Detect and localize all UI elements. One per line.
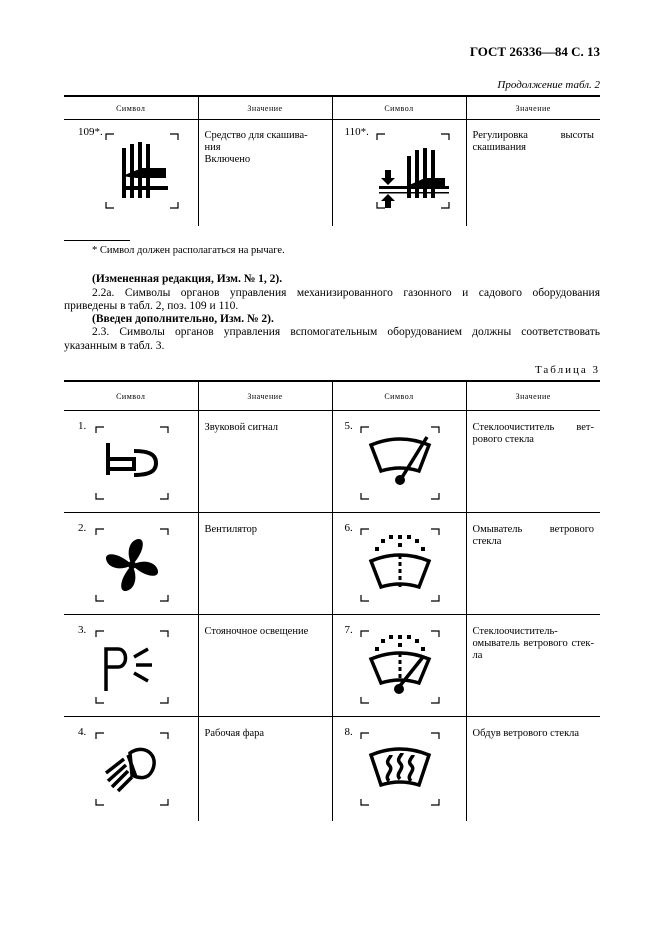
column-header: Значение [198,381,332,411]
paragraph-text: 2.3. Символы органов управления вспомогательным оборудованием должны соответствовать [92,326,600,338]
wiper-icon [357,423,443,503]
column-header: Символ [64,96,198,120]
amendment-note: (Измененная редакция, Изм. № 1, 2). [92,273,283,285]
washer-icon [357,525,443,605]
meaning-text: Регулировка высоты [472,130,594,141]
footnote: * Символ должен располагаться на рычаге. [92,245,285,256]
meaning-text: Стеклоочиститель- [472,626,558,637]
meaning-cell [198,513,332,615]
wiper-washer-icon [357,627,443,707]
meaning-text: Рабочая фара [204,728,265,739]
meaning-cell [466,513,600,615]
amendment-note: (Введен дополнительно, Изм. № 2). [92,313,274,325]
column-header: Значение [466,381,600,411]
parking-light-icon [92,627,172,707]
page-header: ГОСТ 26336—84 С. 13 [469,44,600,59]
work-lamp-icon [92,729,172,809]
meaning-cell [198,615,332,717]
meaning-text: Обдув ветрового стекла [472,728,580,739]
item-number: 2. [78,522,87,534]
mower-on-icon [102,130,182,216]
paragraph-text: приведены в табл. 2, поз. 109 и 110. [64,300,239,312]
meaning-text: Средство для скашива- [204,130,308,141]
fan-icon [92,525,172,605]
item-number: 4. [78,726,87,738]
meaning-text: Стеклоочиститель вет- [472,422,594,433]
column-header: Значение [198,96,332,120]
item-number: 109*. [78,126,103,138]
paragraph-text: указанным в табл. 3. [64,340,165,352]
meaning-text: Стояночное освещение [204,626,309,637]
table-continuation-label: Продолжение табл. 2 [497,79,600,91]
table-row [64,513,600,615]
table-row [64,615,600,717]
column-header: Значение [466,96,600,120]
meaning-cell [466,615,600,717]
windshield-defrost-icon [357,729,443,809]
item-number: 6. [344,522,353,534]
meaning-text: скашивания [472,142,527,153]
paragraph-text: 2.2а. Символы органов управления механизированного газонного и садового оборудования [92,287,600,299]
meaning-text: Вентилятор [204,524,258,535]
table-row [64,120,600,226]
symbol-cell [64,717,198,821]
symbol-cell [64,120,198,226]
column-header: Символ [332,381,466,411]
item-number: 8. [344,726,353,738]
item-number: 7. [344,624,353,636]
symbol-cell [332,513,466,615]
symbol-cell [64,615,198,717]
symbol-cell [64,411,198,513]
meaning-cell [466,411,600,513]
meaning-text: Включено [204,154,251,165]
meaning-text: рового стекла [472,434,534,445]
meaning-text: омыватель ветрового стек- [472,638,594,649]
table-row [64,411,600,513]
table-row [64,717,600,821]
item-number: 5. [344,420,353,432]
horn-icon [92,423,172,503]
item-number: 3. [78,624,87,636]
item-number: 110*. [344,126,369,138]
meaning-text: Омыватель ветрового [472,524,594,535]
meaning-cell [466,717,600,821]
meaning-cell [198,411,332,513]
column-header: Символ [64,381,198,411]
mower-height-icon [373,130,453,216]
symbol-cell [332,411,466,513]
symbol-cell [332,717,466,821]
meaning-cell [198,120,332,226]
column-header: Символ [332,96,466,120]
symbol-cell [332,615,466,717]
footnote-divider [64,240,130,241]
table-2 [64,95,600,226]
meaning-text: стекла [472,536,502,547]
meaning-text: Звуковой сигнал [204,422,279,433]
meaning-cell [466,120,600,226]
table-caption: Таблица 3 [534,364,600,376]
meaning-text: ния [204,142,221,153]
table-3 [64,380,600,821]
meaning-cell [198,717,332,821]
item-number: 1. [78,420,87,432]
symbol-cell [332,120,466,226]
symbol-cell [64,513,198,615]
meaning-text: ла [472,650,483,661]
